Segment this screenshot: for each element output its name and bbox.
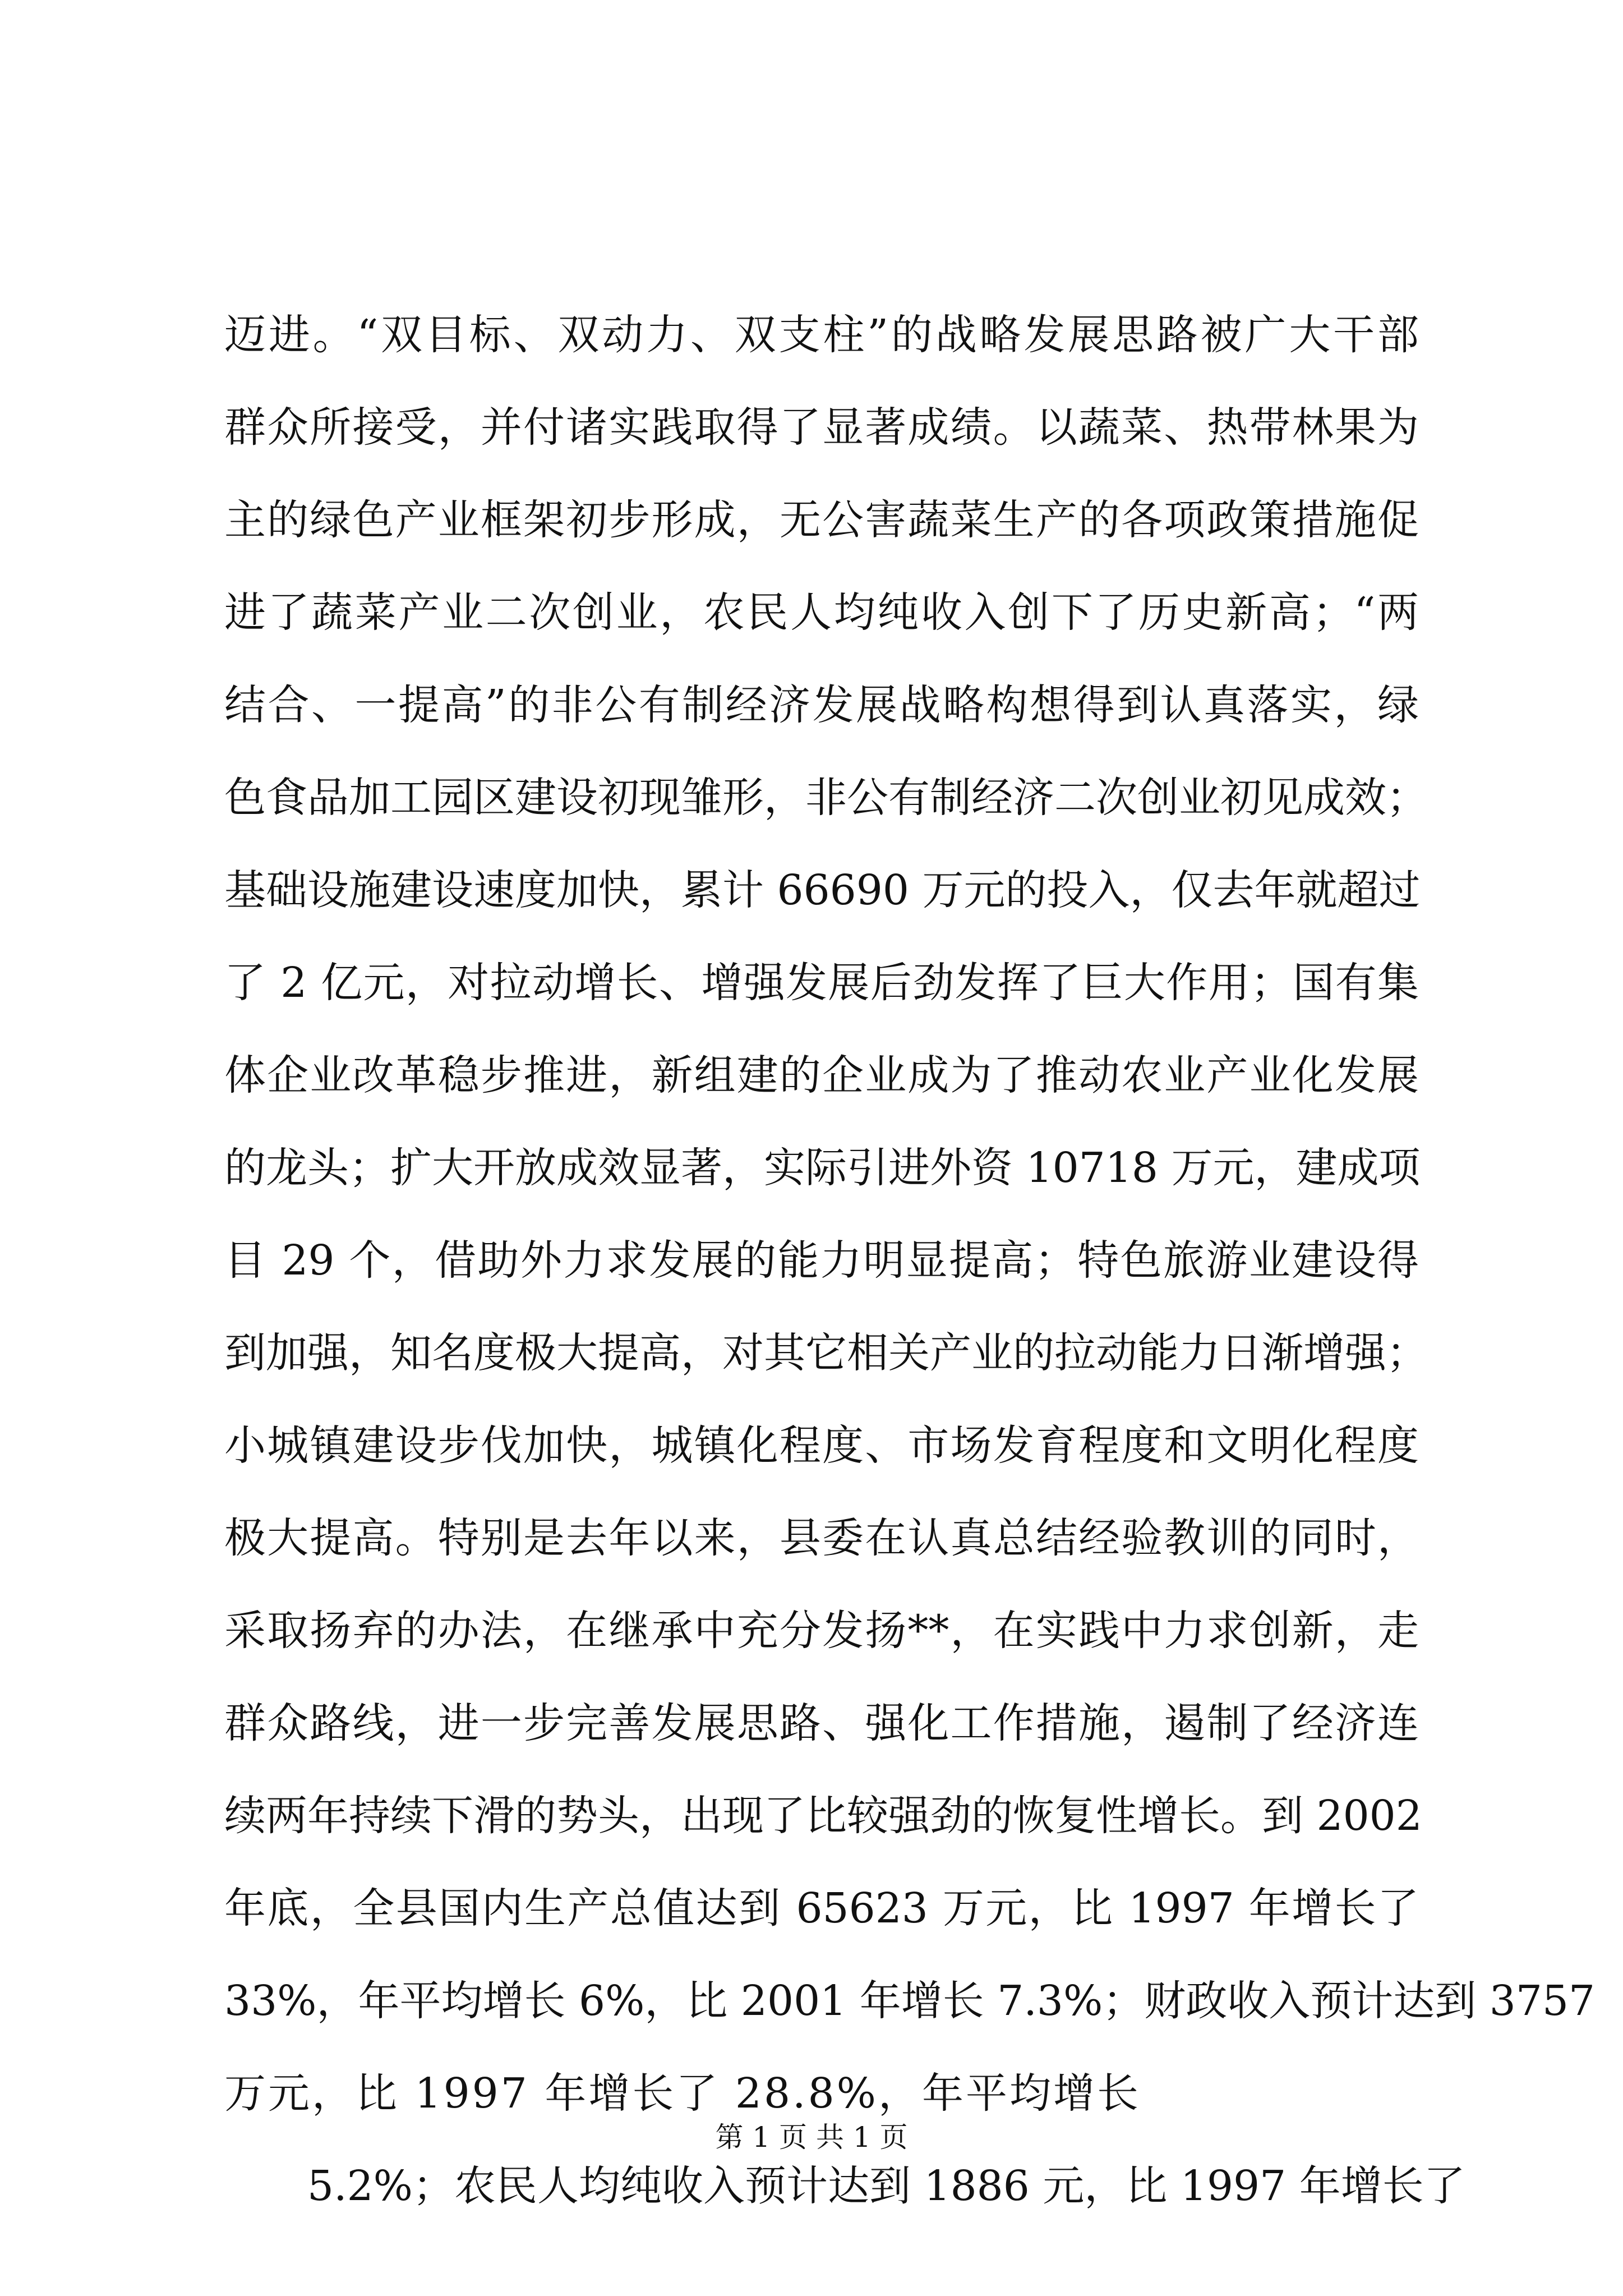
text-line: 年底，全县国内生产总值达到 65623 万元，比 1997 年增长了 [224,1884,1419,1932]
text-line: 了 2 亿元，对拉动增长、增强发展后劲发挥了巨大作用；国有集 [224,959,1419,1007]
page-footer: 第 1 页 共 1 页 [715,2121,908,2154]
text-line: 群众路线，进一步完善发展思路、强化工作措施，遏制了经济连 [224,1699,1419,1747]
text-line: 迈进。“双目标、双动力、双支柱”的战略发展思路被广大干部 [224,311,1419,359]
text-line: 续两年持续下滑的势头，出现了比较强劲的恢复性增长。到 2002 [224,1792,1422,1840]
text-line: 主的绿色产业框架初步形成，无公害蔬菜生产的各项政策措施促 [224,496,1419,544]
text-line: 的龙头；扩大开放成效显著，实际引进外资 10718 万元，建成项 [224,1144,1421,1192]
text-line-indented: 5.2%；农民人均纯收入预计达到 1886 元，比 1997 年增长了 [307,2162,1465,2210]
text-line: 目 29 个，借助外力求发展的能力明显提高；特色旅游业建设得 [224,1236,1419,1285]
text-line: 色食品加工园区建设初现雏形，非公有制经济二次创业初见成效； [224,774,1428,822]
text-line: 到加强，知名度极大提高，对其它相关产业的拉动能力日渐增强； [224,1329,1428,1377]
body-text [224,300,1596,2244]
text-line: 采取扬弃的办法，在继承中充分发扬**，在实践中力求创新，走 [224,1607,1419,1655]
text-line: 33%，年平均增长 6%，比 2001 年增长 7.3%；财政收入预计达到 3757 [224,1977,1596,2025]
text-line: 万元，比 1997 年增长了 28.8%，年平均增长 [224,2069,1141,2118]
text-line: 群众所接受，并付诸实践取得了显著成绩。以蔬菜、热带林果为 [224,403,1419,452]
text-line: 极大提高。特别是去年以来，县委在认真总结经验教训的同时， [224,1514,1419,1562]
text-line: 小城镇建设步伐加快，城镇化程度、市场发育程度和文明化程度 [224,1421,1419,1470]
text-line: 基础设施建设速度加快，累计 66690 万元的投入，仅去年就超过 [224,866,1421,914]
text-line: 进了蔬菜产业二次创业，农民人均纯收入创下了历史新高；“两 [224,588,1419,637]
text-line: 体企业改革稳步推进，新组建的企业成为了推动农业产业化发展 [224,1051,1419,1099]
text-line: 结合、一提高”的非公有制经济发展战略构想得到认真落实，绿 [224,681,1419,729]
